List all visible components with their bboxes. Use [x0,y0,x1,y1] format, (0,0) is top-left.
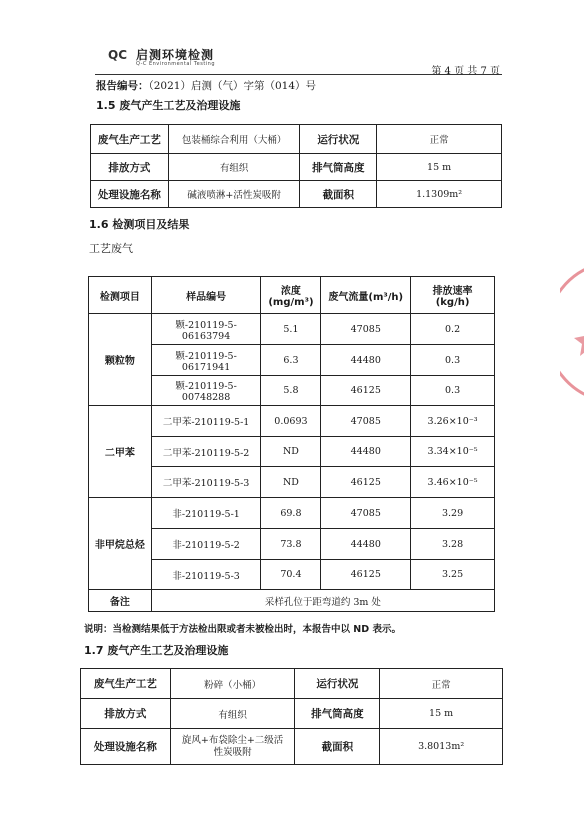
table-cell: 截面积 [295,729,380,765]
section-1-7-table [80,668,503,765]
column-header: 样品编号 [151,277,261,314]
table-cell: 46125 [321,467,411,498]
table-cell: 废气生产工艺 [91,125,169,154]
table-cell: 非-210119-5-2 [151,529,261,560]
table-cell: ND [261,437,321,467]
remark-value: 采样孔位于距弯道约 3m 处 [151,590,494,612]
section-1-6-subheading: 工艺废气 [89,242,133,255]
table-cell: 排放方式 [81,699,171,729]
group-label: 二甲苯 [89,406,152,498]
red-seal-stamp [560,262,584,402]
table-cell: 旋风+布袋除尘+二级活性炭吸附 [170,729,295,765]
table-cell: 0.0693 [261,406,321,437]
table-cell: 5.1 [261,314,321,345]
column-header: 检测项目 [89,277,152,314]
table-cell: 47085 [321,406,411,437]
table-cell: 46125 [321,560,411,590]
report-number-label: 报告编号： [96,80,149,92]
table-cell: 3.29 [411,498,495,529]
table-cell: 0.3 [411,345,495,376]
table-row [91,125,502,154]
table-cell: ND [261,467,321,498]
seal-ring [560,264,584,400]
remark-row [89,590,495,612]
seal-star-icon [574,322,584,356]
table-cell: 0.3 [411,376,495,406]
table-row [81,729,503,765]
table-cell: 有组织 [170,699,295,729]
group-label: 非甲烷总烃 [89,498,152,590]
logo-cn: 启测环境检测 [136,48,215,62]
results-header-row [89,277,495,314]
logo-en: Q-C Environmental Testing [136,61,216,67]
table-cell: 5.8 [261,376,321,406]
table-cell: 粉碎（小桶） [170,669,295,699]
table-cell: 颗-210119-5-06171941 [151,345,261,376]
table-cell: 15 m [380,699,503,729]
table-cell: 处理设施名称 [81,729,171,765]
table-cell: 有组织 [168,154,300,181]
table-cell: 颗-210119-5-00748288 [151,376,261,406]
table-cell: 1.1309m² [377,181,502,208]
table-cell: 处理设施名称 [91,181,169,208]
table-cell: 44480 [321,345,411,376]
table-cell: 颗-210119-5-06163794 [151,314,261,345]
table-row [91,181,502,208]
table-cell: 包装桶综合利用（大桶） [168,125,300,154]
table-cell: 正常 [377,125,502,154]
table-cell: 二甲苯-210119-5-1 [151,406,261,437]
page-number: 第 4 页 共 7 页 [431,66,500,77]
section-1-5-table [90,124,502,208]
report-number [96,78,316,93]
table-cell: 3.8013m² [380,729,503,765]
group-label: 颗粒物 [89,314,152,406]
table-cell: 3.25 [411,560,495,590]
table-cell: 73.8 [261,529,321,560]
table-cell: 69.8 [261,498,321,529]
table-cell: 46125 [321,376,411,406]
table-row [89,406,495,437]
table-cell: 运行状况 [295,669,380,699]
column-header: 浓度(mg/m³) [261,277,321,314]
column-header: 废气流量(m³/h) [321,277,411,314]
table-cell: 截面积 [300,181,377,208]
column-header-line: 排放速率 [432,286,473,297]
table-cell: 3.46×10⁻⁵ [411,467,495,498]
table-cell: 正常 [380,669,503,699]
section-1-5-heading: 1.5 废气产生工艺及治理设施 [96,99,241,112]
table-cell: 排放方式 [91,154,169,181]
table-row [89,314,495,345]
table-cell: 44480 [321,529,411,560]
company-logo [108,44,215,67]
table-cell: 15 m [377,154,502,181]
table-cell: 排气筒高度 [295,699,380,729]
table-cell: 排气筒高度 [300,154,377,181]
table-cell: 二甲苯-210119-5-2 [151,437,261,467]
column-header [411,277,495,314]
table-row [81,669,503,699]
table-cell: 非-210119-5-3 [151,560,261,590]
table-cell: 碱液喷淋+活性炭吸附 [168,181,300,208]
table-cell: 70.4 [261,560,321,590]
table-row [81,699,503,729]
table-cell: 3.28 [411,529,495,560]
results-table [88,276,495,612]
section-1-7-heading: 1.7 废气产生工艺及治理设施 [84,644,229,657]
logo-mark-icon: QC [108,47,128,62]
table-cell: 44480 [321,437,411,467]
table-cell: 运行状况 [300,125,377,154]
header-divider [95,74,502,75]
table-cell: 6.3 [261,345,321,376]
table-cell: 废气生产工艺 [81,669,171,699]
table-cell: 3.34×10⁻⁵ [411,437,495,467]
table-cell: 47085 [321,314,411,345]
table-row [89,498,495,529]
table-cell: 0.2 [411,314,495,345]
table-cell: 47085 [321,498,411,529]
column-header-line: (kg/h) [435,297,470,308]
report-number-value: （2021）启测（气）字第（014）号 [148,80,317,92]
footnote: 说明：当检测结果低于方法检出限或者未被检出时，本报告中以 ND 表示。 [84,624,401,635]
table-row [91,154,502,181]
section-1-6-heading: 1.6 检测项目及结果 [89,218,190,231]
table-cell: 二甲苯-210119-5-3 [151,467,261,498]
remark-label: 备注 [89,590,152,612]
logo-text [136,44,215,67]
table-cell: 非-210119-5-1 [151,498,261,529]
table-cell: 3.26×10⁻³ [411,406,495,437]
